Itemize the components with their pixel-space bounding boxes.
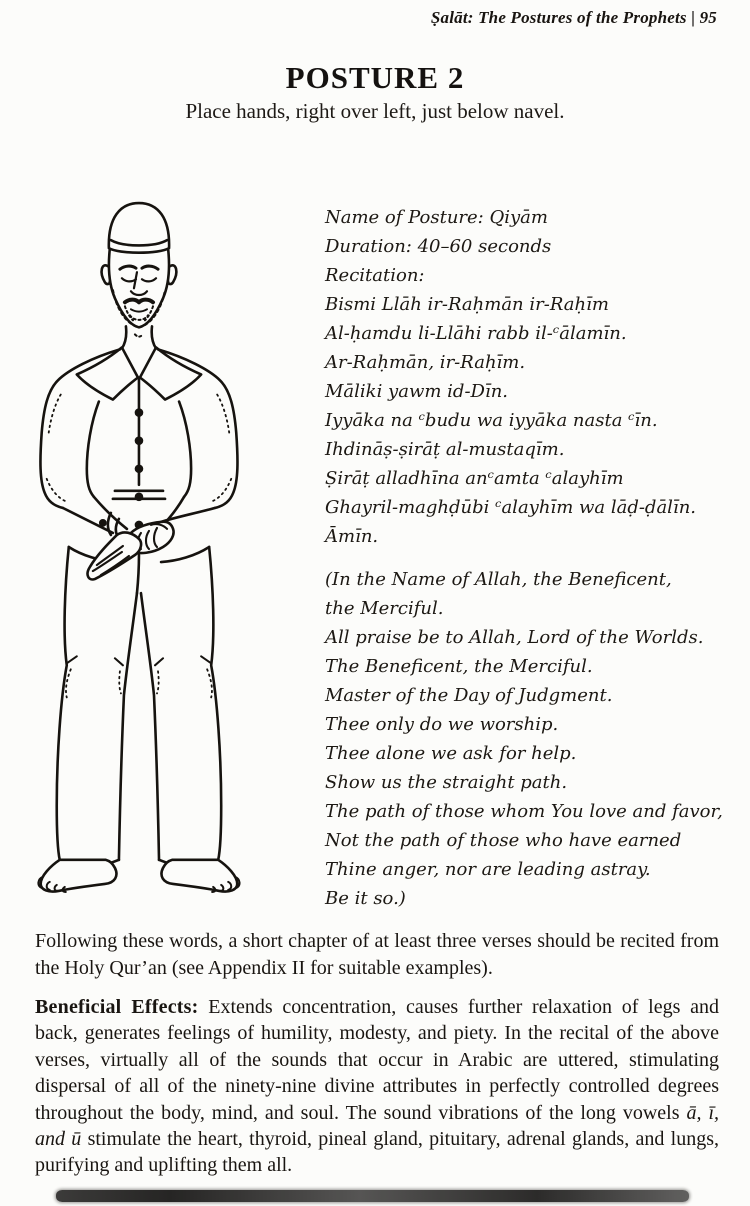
translation-line: Be it so.) — [325, 888, 406, 909]
collar-right-lapel — [140, 347, 201, 399]
left-cuff-button — [100, 520, 105, 525]
translation-line: All praise be to Allah, Lord of the Worlds. — [325, 627, 704, 648]
trouser-left-outer — [57, 547, 69, 860]
recitation-line: Al-ḥamdu li-Llāhi rabb il-ᶜālamīn. — [325, 323, 627, 344]
recitation-line: Ṣirāṭ alladhīna anᶜamta ᶜalayhīm — [325, 468, 624, 489]
recitation-line: Āmīn. — [325, 526, 379, 547]
page-bottom-scan-shadow — [56, 1190, 689, 1202]
left-forearm — [63, 497, 127, 533]
recitation-line: Ghayril-maghḍūbi ᶜalayhīm wa lāḍ-ḍālīn. — [325, 497, 697, 518]
trouser-left-inner — [119, 593, 137, 860]
running-header: Ṣalāt: The Postures of the Prophets | 95 — [430, 8, 717, 27]
recitation-line: Name of Posture: Qiyām — [325, 207, 548, 228]
paragraph-beneficial-effects — [35, 994, 719, 1179]
shirt-button — [136, 410, 142, 416]
instruction-subtitle: Place hands, right over left, just below navel. — [185, 99, 565, 123]
knee-wrinkles — [67, 656, 211, 665]
translation-line: The Beneficent, the Merciful. — [325, 656, 593, 677]
shirt-button — [136, 438, 142, 444]
translation-line: (In the Name of Allah, the Beneficent, — [325, 569, 672, 590]
translation-line: Not the path of those who have earned — [325, 830, 682, 851]
translation-line: Thee alone we ask for help. — [325, 743, 577, 764]
translation-block — [325, 565, 735, 913]
recitation-line: Recitation: — [325, 265, 425, 286]
paragraph-following-words: Following these words, a short chapter of at least three verses should be recited from the Holy Qur’an (see Appendix II for suitable examples). — [35, 930, 719, 979]
face — [109, 248, 169, 327]
recitation-line: Bismi Llāh ir-Raḥmān ir-Raḥīm — [325, 294, 609, 315]
translation-line: the Merciful. — [325, 598, 444, 619]
beneficial-effects-label: Beneficial Effects: — [35, 996, 199, 1018]
recitation-line: Māliki yawm id-Dīn. — [325, 381, 509, 402]
shirt-button — [136, 466, 142, 472]
recitation-line: Iyyāka na ᶜbudu wa iyyāka nasta ᶜīn. — [325, 410, 658, 431]
left-foot — [41, 860, 117, 892]
fabric-stipple-knees — [66, 669, 212, 697]
recitation-block — [325, 203, 735, 551]
trouser-right-inner — [141, 593, 159, 860]
trouser-right-outer — [209, 547, 221, 860]
trouser-crotch — [137, 555, 139, 593]
right-arm-inner — [179, 402, 191, 497]
recitation-line: Ar-Raḥmān, ir-Raḥīm. — [325, 352, 526, 373]
translation-line: Show us the straight path. — [325, 772, 568, 793]
mustache — [125, 300, 153, 303]
page-title: POSTURE 2 — [285, 60, 465, 95]
long-vowels-italic: ā, ī, and ū — [35, 1101, 719, 1151]
beneficial-effects-text-end: stimulate the heart, thyroid, pineal gland, pituitary, adrenal glands, and lungs, purifying and uplifting them all. — [35, 1128, 720, 1177]
right-foot — [161, 860, 237, 892]
translation-line: Master of the Day of Judgment. — [325, 685, 613, 706]
recitation-line: Ihdināṣ-ṣirāṭ al-mustaqīm. — [325, 439, 565, 460]
translation-line: Thee only do we worship. — [325, 714, 559, 735]
posture-illustration — [26, 194, 278, 914]
translation-line: Thine anger, nor are leading astray. — [325, 859, 651, 880]
collar-left-lapel — [77, 347, 138, 399]
left-arm-inner — [87, 402, 99, 497]
shirt-button — [136, 494, 142, 500]
translation-line: The path of those whom You love and favor, — [325, 801, 723, 822]
recitation-line: Duration: 40–60 seconds — [325, 236, 552, 257]
beneficial-effects-text: Extends concentration, causes further relaxation of legs and back, generates feelings of humility, modesty, and piety. In the recital of the above verses, virtually all of the sounds that occur in Arabic are uttered, stimulating dispersal of all of the ninety-nine divine attributes in perfectly controlled degrees throughout the body, mind, and soul. The sound vibrations of the long vowels — [35, 996, 719, 1124]
